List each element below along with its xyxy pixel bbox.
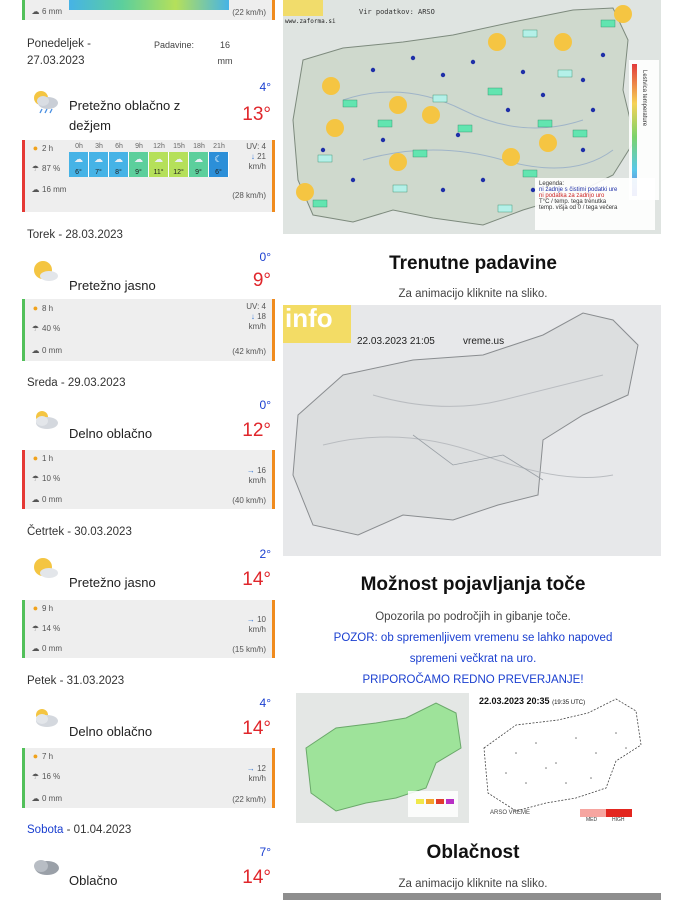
umbrella-icon: ☂ [31, 474, 40, 483]
gust-value: (42 km/h) [232, 347, 266, 356]
maps-column [283, 0, 663, 900]
rain-icon: ☁ [31, 644, 40, 653]
temperature-scale-label: Lestvica temperature [641, 70, 647, 127]
day-detail [22, 600, 275, 658]
day-detail [22, 748, 275, 808]
rain-cloud-icon: ☁ [74, 154, 83, 164]
hour-cell [189, 152, 209, 177]
partly-sunny-icon [30, 555, 60, 581]
hour-temp: 7° [95, 169, 102, 176]
sun-marker-icon [488, 33, 506, 51]
wind-arrow-icon: → [246, 764, 255, 773]
gust-value: (15 km/h) [232, 645, 266, 654]
sun-row: ● 8 h [32, 303, 54, 313]
sun-icon: ● [32, 751, 39, 761]
gust-value: (28 km/h) [232, 191, 266, 200]
day-summary[interactable] [22, 250, 275, 300]
sun-marker-icon [422, 106, 440, 124]
temp-max: 14° [242, 867, 271, 888]
rain-icon: ☁ [31, 495, 40, 504]
legend-item-temp-high: temp. višja od 0 / tega večera [539, 205, 618, 211]
hail-warning-2: spremeni večkrat na uro. [409, 653, 537, 665]
hail-warning-map[interactable] [296, 693, 469, 823]
sun-marker-icon [389, 153, 407, 171]
cloudy-icon [30, 853, 60, 879]
sun-marker-icon [554, 33, 572, 51]
rain-row: ☁ 0 mm [31, 644, 62, 653]
temp-max: 13° [242, 104, 271, 125]
hail-subtitle: Opozorila po področjih in gibanje toče. [375, 611, 571, 623]
weather-description: Pretežno oblačno z dežjem [69, 98, 181, 133]
hour-cell [89, 152, 109, 177]
map-site: www.zaforma.si [285, 18, 336, 25]
partly-sunny-icon [30, 258, 60, 284]
hour-label: 15h [173, 143, 185, 150]
sun-row: ● 7 h [32, 751, 54, 761]
moon-cloud-icon: ☾ [214, 154, 223, 164]
rain-cloud-icon: ☁ [154, 154, 163, 164]
temp-min: 4° [259, 696, 271, 710]
prob-row: ☂ 40 % [31, 324, 61, 333]
wind-arrow-icon: → [246, 615, 255, 624]
partly-cloudy-icon [30, 406, 60, 432]
rain-icon: ☁ [31, 346, 40, 355]
umbrella-icon: ☂ [31, 324, 40, 333]
day-summary[interactable] [22, 547, 275, 597]
sun-marker-icon [389, 96, 407, 114]
temp-min: 2° [259, 547, 271, 561]
hour-temp: 6° [75, 169, 82, 176]
prob-row: ☂ 87 % [31, 164, 61, 173]
cloud-title: Oblačnost [426, 842, 520, 863]
hour-temp: 9° [195, 169, 202, 176]
day-summary[interactable] [22, 696, 275, 746]
gust-value: (22 km/h) [232, 8, 266, 17]
map-source: Vir podatkov: ARSO [359, 8, 435, 16]
rain-row: ☁ 0 mm [31, 495, 62, 504]
day-summary[interactable] [22, 845, 275, 895]
hour-label: 0h [75, 143, 83, 150]
rain-row: ☁ 16 mm [31, 185, 67, 194]
hail-warning-1: POZOR: ob spremenljivem vremenu se lahko napoved [333, 632, 613, 644]
hour-label: 18h [193, 143, 205, 150]
umbrella-icon: ☂ [31, 164, 40, 173]
hourly-cells [69, 152, 229, 177]
rain-row: ☁ 0 mm [31, 346, 62, 355]
temp-max: 14° [242, 569, 271, 590]
day-detail [22, 450, 275, 509]
gust-value: (40 km/h) [232, 496, 266, 505]
info-logo: info [285, 305, 333, 333]
uv-wind: UV: 4 ↓ 21 km/h [246, 142, 266, 171]
hail-title: Možnost pojavljanja toče [360, 574, 586, 595]
rain-cloud-icon: ☁ [94, 154, 103, 164]
precip-subtitle: Za animacijo kliknite na sliko. [398, 288, 548, 300]
hourly-hours [69, 143, 229, 152]
hail-warning-map-graphic [296, 693, 469, 823]
sun-marker-icon [326, 119, 344, 137]
cloud-map[interactable] [283, 893, 661, 900]
wind-arrow-icon: ↓ [250, 152, 255, 161]
rain-row: ☁ 0 mm [31, 794, 62, 803]
hour-label: 6h [115, 143, 123, 150]
hour-temp: 6° [215, 169, 222, 176]
sun-row: ● 1 h [32, 453, 54, 463]
hour-label: 3h [95, 143, 103, 150]
sun-row: ● 2 h [32, 143, 54, 153]
hour-label: 21h [213, 143, 225, 150]
hail-warning-3: PRIPOROČAMO REDNO PREVERJANJE! [362, 674, 584, 686]
hail-scale-high: HIGH [612, 817, 625, 823]
weather-description: Delno oblačno [69, 426, 153, 441]
hail-timestamp: 22.03.2023 20:35 (19:35 UTC) [479, 696, 586, 706]
day-detail [22, 299, 275, 361]
hour-temp: 9° [135, 169, 142, 176]
umbrella-icon: ☂ [31, 772, 40, 781]
weather-description: Pretežno jasno [69, 575, 156, 590]
temp-min: 0° [259, 398, 271, 412]
uv-wind: → 16 km/h [246, 466, 266, 485]
sun-icon: ● [32, 143, 39, 153]
precip-title: Trenutne padavine [389, 253, 557, 274]
wind-arrow-icon: ↓ [250, 312, 255, 321]
prob-row: ☂ 10 % [31, 474, 61, 483]
sun-row: ● 9 h [32, 603, 54, 613]
sun-marker-icon [614, 5, 632, 23]
umbrella-icon: ☂ [31, 624, 40, 633]
cloud-subtitle: Za animacijo kliknite na sliko. [398, 878, 548, 890]
radar-site: vreme.us [463, 336, 505, 347]
wind-arrow-icon: → [246, 466, 255, 475]
hour-label: 12h [153, 143, 165, 150]
temp-max: 9° [252, 270, 271, 291]
forecast-column [22, 0, 275, 900]
rain-cloud-icon: ☁ [114, 154, 123, 164]
partly-cloudy-icon [30, 704, 60, 730]
hour-cell [109, 152, 129, 177]
previous-hourly-strip [69, 0, 229, 10]
hail-movement-map[interactable] [476, 693, 648, 823]
radar-timestamp: 22.03.2023 21:05 [357, 336, 435, 347]
day-date: Petek - 31.03.2023 [27, 675, 125, 687]
sun-icon: ● [32, 303, 39, 313]
gust-value: (22 km/h) [232, 795, 266, 804]
rain-cloud-icon: ☁ [194, 154, 203, 164]
hail-scale-low: MED [586, 817, 598, 823]
legend: Legenda: ni zadnje s čistimi podatki ure ni podatka za zadnjo uro T°C / temp. tega trenutka temp. višja od 0 / tega večera [539, 181, 618, 211]
hour-temp: 12° [173, 169, 184, 176]
hour-temp: 11° [153, 169, 164, 176]
temp-max: 12° [242, 420, 271, 441]
weather-description: Oblačno [69, 873, 118, 888]
hour-cell [149, 152, 169, 177]
hour-temp: 8° [115, 169, 122, 176]
prob-row: ☂ 14 % [31, 624, 61, 633]
day-date: Sreda - 29.03.2023 [27, 377, 126, 389]
day-date: Torek - 28.03.2023 [27, 229, 123, 241]
sun-icon: ● [32, 453, 39, 463]
legend-item-temp: T°C / temp. tega trenutka [539, 199, 607, 205]
temp-min: 4° [259, 80, 271, 94]
sun-marker-icon [502, 148, 520, 166]
rain-icon: ☁ [31, 185, 40, 194]
day-summary[interactable] [22, 80, 275, 133]
temp-max: 14° [242, 718, 271, 739]
day-detail [22, 140, 275, 212]
hour-label: 9h [135, 143, 143, 150]
rain-icon: ☁ [31, 794, 40, 803]
weather-description: Delno oblačno [69, 724, 153, 739]
sun-marker-icon [322, 77, 340, 95]
day-summary[interactable] [22, 398, 275, 448]
rain-cloud-icon: ☁ [174, 154, 183, 164]
rain-icon: ☁ [31, 7, 40, 16]
uv-wind: → 10 km/h [246, 615, 266, 634]
previous-day-detail [22, 0, 275, 20]
precip-total: Padavine: 16 mm [154, 40, 233, 66]
sun-icon: ● [32, 603, 39, 613]
temperature-map[interactable] [283, 0, 661, 234]
precipitation-radar-map[interactable] [283, 305, 661, 556]
hourly-forecast[interactable] [69, 143, 229, 177]
weather-description: Pretežno jasno [69, 278, 156, 293]
hail-source: ARSO VREME [490, 810, 531, 816]
day-date: Ponedeljek - 27.03.2023 [27, 38, 91, 67]
uv-wind: UV: 4 ↓ 18 km/h [246, 302, 266, 331]
hail-movement-map-graphic [476, 693, 648, 823]
partly-cloudy-rain-icon [30, 88, 60, 114]
day-date: Četrtek - 30.03.2023 [27, 526, 132, 538]
legend-item-no-data: ni zadnje s čistimi podatki ure [539, 187, 618, 193]
legend-item-missing: ni podatka za zadnjo uro [539, 193, 605, 199]
hail-maps [296, 693, 648, 823]
sun-marker-icon [539, 134, 557, 152]
rain-cloud-icon: ☁ [134, 154, 143, 164]
sun-marker-icon [296, 183, 314, 201]
hour-cell [209, 152, 229, 177]
rain-row: ☁ 6 mm [31, 7, 62, 16]
uv-wind: → 12 km/h [246, 764, 266, 783]
prob-row: ☂ 16 % [31, 772, 61, 781]
day-date: Sobota - 01.04.2023 [27, 824, 132, 836]
temp-min: 7° [259, 845, 271, 859]
hour-cell [129, 152, 149, 177]
hour-cell [69, 152, 89, 177]
temp-min: 0° [259, 250, 271, 264]
hour-cell [169, 152, 189, 177]
